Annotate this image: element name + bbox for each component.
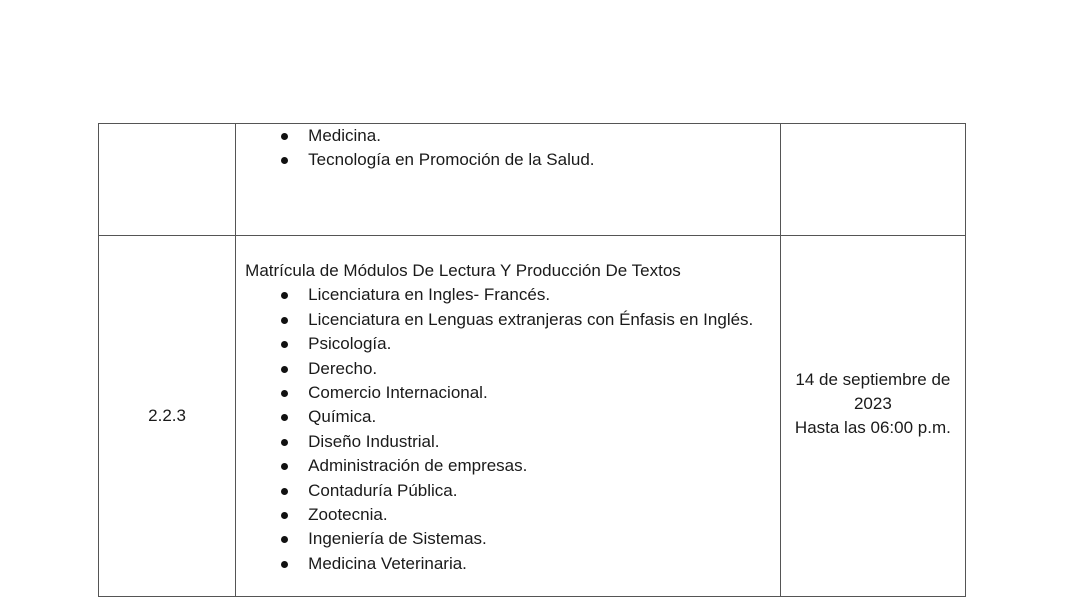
row-description-cell: [236, 124, 781, 236]
bullet-icon: [281, 439, 288, 446]
list-item-text: Medicina.: [308, 126, 381, 145]
bullet-icon: [281, 317, 288, 324]
list-item: [245, 454, 772, 478]
bullet-icon: [281, 133, 288, 140]
deadline-line: Hasta las 06:00 p.m.: [794, 418, 951, 437]
row-number-cell: [99, 236, 236, 597]
list-item: [245, 283, 772, 307]
bullet-icon: [281, 561, 288, 568]
deadline-text: [781, 368, 965, 440]
bullet-icon: [281, 390, 288, 397]
row-description-cell: [236, 236, 781, 597]
list-item-text: Derecho.: [308, 358, 378, 378]
list-item: [245, 308, 772, 332]
bullet-icon: [281, 414, 288, 421]
bullet-icon: [281, 157, 288, 164]
program-schedule-table: [98, 123, 966, 597]
list-item-text: Comercio Internacional.: [308, 383, 488, 403]
bullet-icon: [281, 488, 288, 495]
deadline-line: 2023: [853, 394, 892, 413]
list-item: [245, 479, 772, 503]
program-list: [245, 283, 772, 576]
bullet-icon: [281, 292, 288, 299]
list-item: [245, 405, 772, 429]
list-item-text: Medicina Veterinaria.: [308, 553, 467, 573]
list-item: [245, 503, 772, 527]
row-date-cell: [780, 236, 965, 597]
section-title: Matrícula de Módulos De Lectura Y Producción De Textos: [245, 261, 681, 280]
list-item-text: Tecnología en Promoción de la Salud.: [308, 150, 595, 170]
list-item: [245, 148, 772, 172]
list-item: [245, 381, 772, 405]
list-item-text: Química.: [308, 407, 377, 427]
program-list: [245, 124, 772, 173]
list-item-text: Zootecnia.: [308, 505, 388, 525]
table-row: [99, 236, 966, 597]
row-number: 2.2.3: [148, 405, 186, 425]
list-item: [245, 527, 772, 551]
bullet-icon: [281, 366, 288, 373]
list-item: [245, 124, 772, 148]
list-item: [245, 430, 772, 454]
list-item-text: Licenciatura en Ingles- Francés.: [308, 285, 551, 305]
list-item-text: Contaduría Pública.: [308, 480, 458, 500]
list-item-text: Ingeniería de Sistemas.: [308, 529, 487, 549]
list-item-text: Psicología.: [308, 334, 392, 354]
table-row: [99, 124, 966, 236]
list-item-text: Diseño Industrial.: [308, 431, 440, 451]
row-date-cell: [780, 124, 965, 236]
deadline-line: 14 de septiembre de: [795, 370, 951, 389]
bullet-icon: [281, 463, 288, 470]
list-item: [245, 552, 772, 576]
bullet-icon: [281, 512, 288, 519]
row-number-cell: [99, 124, 236, 236]
list-item: [245, 357, 772, 381]
list-item-text: Licenciatura en Lenguas extranjeras con Énfasis en Inglés.: [308, 309, 754, 329]
list-item: [245, 332, 772, 356]
bullet-icon: [281, 341, 288, 348]
bullet-icon: [281, 536, 288, 543]
list-item-text: Administración de empresas.: [308, 456, 528, 476]
